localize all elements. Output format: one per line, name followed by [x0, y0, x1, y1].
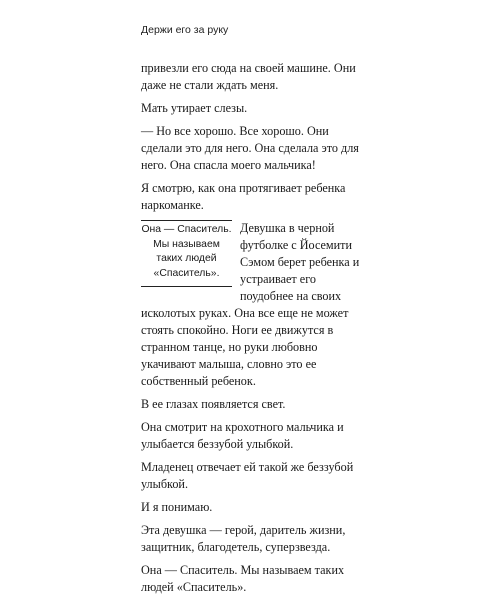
running-head: Держи его за руку — [141, 24, 229, 36]
paragraph: привезли его сюда на своей машине. Они даже не стали ждать меня. — [141, 61, 356, 92]
pull-quote-block — [141, 220, 367, 390]
paragraph: И я понимаю. — [141, 500, 213, 514]
paragraph: — Но все хорошо. Все хорошо. Они сделали это для него. Она сделала это для него. Она спасла моего мальчика! — [141, 124, 359, 172]
paragraph: Она — Спаситель. Мы называем таких людей «Спаситель». — [141, 563, 345, 594]
paragraph: Мать утирает слезы. — [141, 101, 248, 115]
body-text — [141, 60, 367, 596]
paragraph: В ее глазах появляется свет. — [141, 397, 286, 411]
paragraph: Младенец отвечает ей такой же беззубой улыбкой. — [141, 460, 354, 491]
paragraph: Эта девушка — герой, даритель жизни, защитник, благодетель, суперзвезда. — [141, 523, 346, 554]
paragraph: Я смотрю, как она протягивает ребенка наркоманке. — [141, 181, 346, 212]
paragraph: Девушка в черной футболке с Йосемити Сэмом берет ребенка и устраивает его поудобнее на своих исколотых руках. Она все еще не может стоять спокойно. Ноги ее движутся в странном танце, но руки любовно укачивают малыша, словно это ее собственный ребенок. — [141, 221, 360, 388]
paragraph: Она смотрит на крохотного мальчика и улыбается беззубой улыбкой. — [141, 420, 344, 451]
pull-quote: Она — Спаситель. Мы называем таких людей «Спаситель». — [141, 220, 232, 287]
